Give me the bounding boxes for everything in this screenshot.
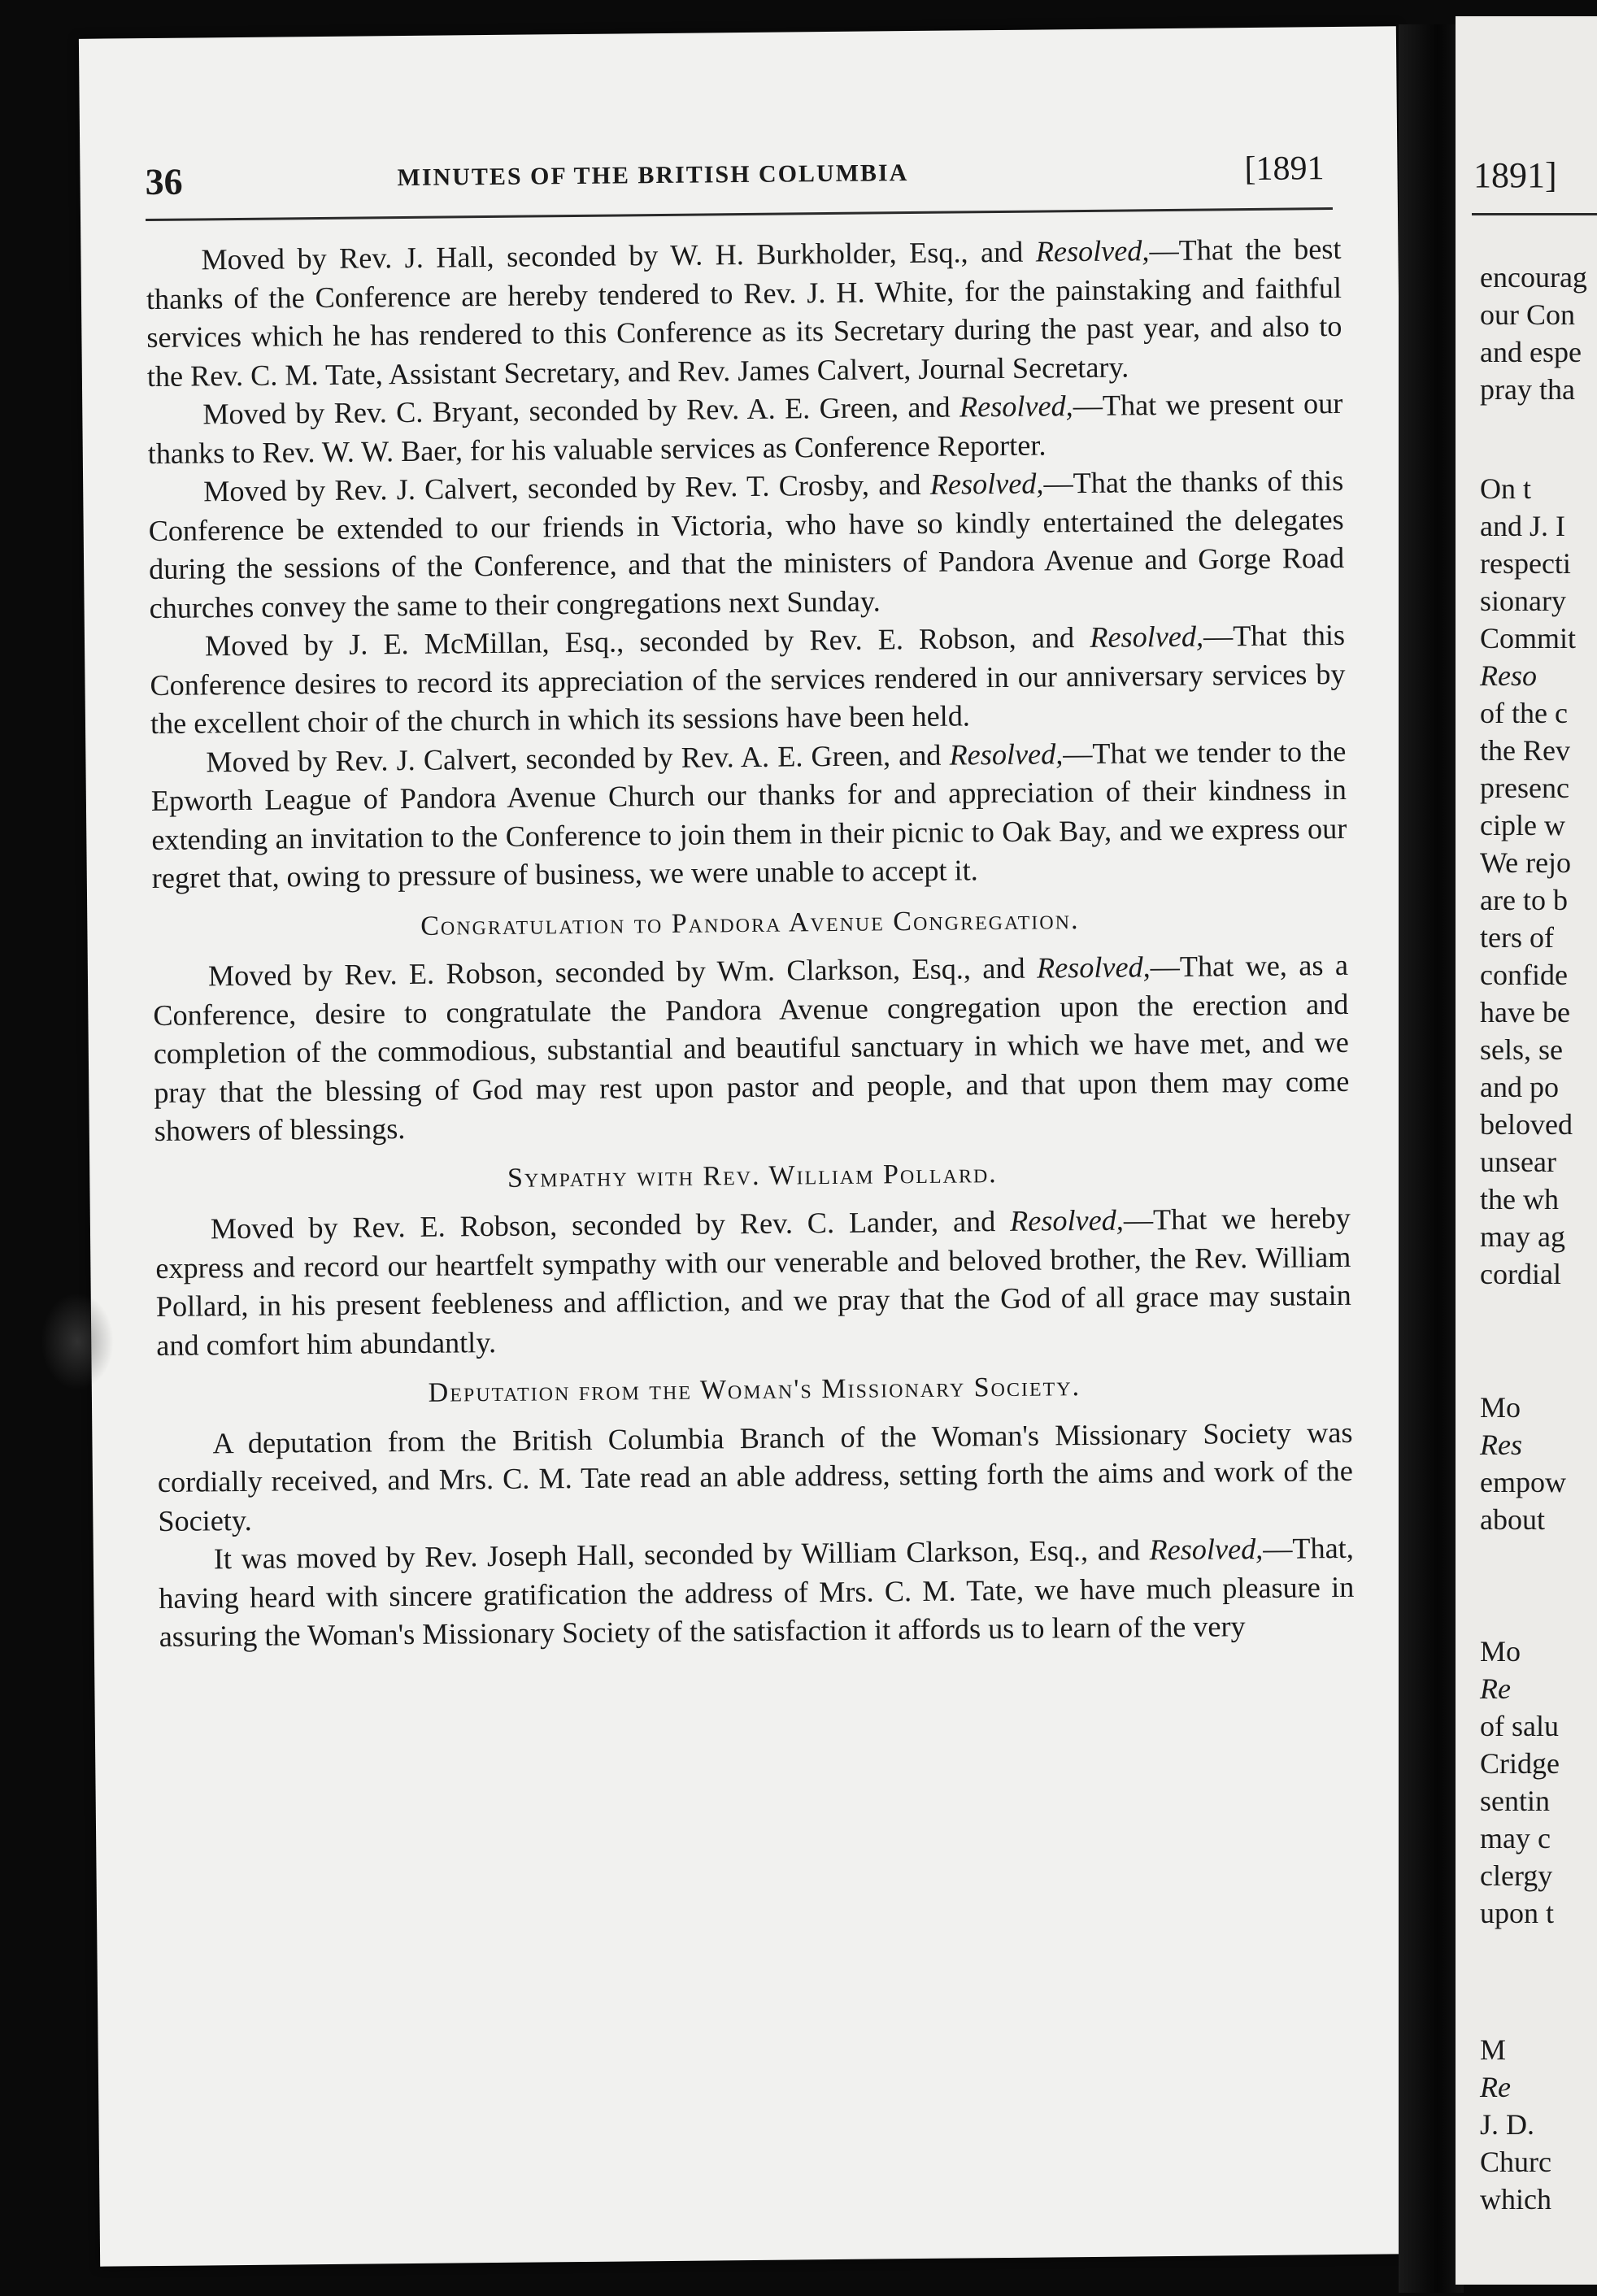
left-page — [79, 26, 1417, 2266]
minutes-paragraph — [150, 732, 1347, 898]
resolved-label: Resolved, — [1009, 1203, 1125, 1237]
right-page-line-fragment: the Rev — [1480, 734, 1570, 767]
right-page-line-fragment: and J. I — [1480, 510, 1565, 542]
minutes-paragraph — [153, 946, 1350, 1151]
right-page-line-fragment: Mo — [1480, 1635, 1521, 1668]
running-year: [1891 — [1244, 150, 1325, 189]
right-running-year: 1891] — [1473, 155, 1557, 195]
right-page-line-fragment: Re — [1480, 1672, 1511, 1705]
minutes-paragraph — [157, 1413, 1353, 1541]
right-page-line-fragment: cordial — [1480, 1258, 1561, 1290]
right-page-line-fragment: unsear — [1480, 1146, 1556, 1178]
right-page-line-fragment: the wh — [1480, 1183, 1559, 1215]
resolved-label: Resolved, — [1149, 1532, 1264, 1567]
resolution-text: —That, having heard with sincere gratification the address of Mrs. C. M. Tate, we have much pleasure in assuring the Woman's Missionary Society of the satisfaction it affords us to learn of the very — [159, 1531, 1355, 1653]
right-page-line-fragment: sentin — [1480, 1785, 1550, 1817]
right-page-line-fragment: Cridge — [1480, 1747, 1560, 1780]
right-page-line-fragment: may c — [1480, 1822, 1551, 1855]
resolution-text: —That we tender to the Epworth League of Pandora Avenue Church our thanks for and appreciation of their kindness in extending an invitation to the Conference to join them in their picnic to Oak Bay, and we express our regret that, owing to pressure of business, we were unable to accept it. — [150, 734, 1347, 895]
right-page-line-fragment: empow — [1480, 1466, 1566, 1498]
motion-text: Moved by Rev. J. Calvert, seconded by Rev. A. E. Green, and — [206, 738, 942, 778]
minutes-paragraph — [147, 385, 1343, 473]
resolution-text: —That we present our thanks to Rev. W. W. Baer, for his valuable services as Conference Reporter. — [147, 386, 1343, 470]
right-page-line-fragment: J. D. — [1480, 2108, 1535, 2141]
right-page-line-fragment: about — [1480, 1503, 1545, 1536]
right-page-line-fragment: of the c — [1480, 697, 1568, 729]
right-page-line-fragment: confide — [1480, 959, 1568, 991]
right-page — [1456, 16, 1597, 2285]
section-heading: Deputation from the Woman's Missionary Society. — [428, 1372, 1081, 1408]
right-page-line-fragment: respecti — [1480, 547, 1571, 580]
section-heading: Sympathy with Rev. William Pollard. — [507, 1158, 998, 1194]
right-page-line-fragment: may ag — [1480, 1220, 1565, 1253]
resolved-label: Resolved, — [959, 389, 1073, 424]
resolution-text: —That we, as a Conference, desire to congratulate the Pandora Avenue congregation upon the erection and completion of the commodious, substantial and beautiful sanctuary in which we have met, and we pray that the blessing of God may rest upon pastor and people, and that upon them may come showers of blessings. — [153, 948, 1350, 1148]
header-rule — [146, 207, 1333, 221]
right-page-line-fragment: are to b — [1480, 884, 1568, 916]
resolved-label: Resolved, — [949, 737, 1064, 772]
minutes-paragraph — [155, 1199, 1352, 1365]
right-page-line-fragment: presenc — [1480, 772, 1569, 804]
body-text — [146, 230, 1355, 1657]
right-page-line-fragment: sionary — [1480, 585, 1566, 617]
page-number: 36 — [145, 160, 183, 203]
right-page-line-fragment: M — [1480, 2033, 1507, 2066]
right-page-line-fragment: Res — [1480, 1428, 1522, 1461]
resolution-text: —That the thanks of this Conference be extended to our friends in Victoria, who have so kindly entertained the delegates during the sessions of the Conference, and that the ministers of Pandora Avenue and Gorge Road churches convey the same to their congregations next Sunday. — [148, 463, 1345, 624]
running-head — [145, 149, 1341, 209]
motion-text: Moved by Rev. J. Calvert, seconded by Rev. T. Crosby, and — [203, 467, 921, 508]
right-page-line-fragment: On t — [1480, 472, 1531, 505]
motion-text: Moved by J. E. McMillan, Esq., seconded by Rev. E. Robson, and — [204, 621, 1075, 663]
right-page-line-fragment: encourag — [1480, 261, 1587, 294]
right-page-line-fragment: ters of — [1480, 921, 1554, 954]
right-page-line-fragment: pray tha — [1480, 373, 1575, 406]
motion-text: Moved by Rev. C. Bryant, seconded by Rev. A. E. Green, and — [202, 390, 951, 431]
page-smudge — [41, 1293, 114, 1390]
minutes-paragraph — [159, 1529, 1355, 1657]
resolution-text: —That this Conference desires to record its appreciation of the services rendered in our anniversary services by the excellent choir of the church in which its sessions have been held. — [150, 618, 1346, 741]
right-page-line-fragment: and po — [1480, 1071, 1559, 1103]
right-page-line-fragment: Mo — [1480, 1391, 1521, 1424]
right-page-line-fragment: Commit — [1480, 622, 1577, 654]
resolved-label: Resolved, — [929, 467, 1044, 501]
resolution-text: —That the best thanks of the Conference are hereby tendered to Rev. J. H. White, for the painstaking and faithful services which he has rendered to this Conference as its Secretary during the past year, and also to the Rev. C. M. Tate, Assistant Secretary, and Rev. James Calvert, Journal Secretary. — [146, 232, 1342, 393]
motion-text: It was moved by Rev. Joseph Hall, seconded by William Clarkson, Esq., and — [213, 1533, 1141, 1576]
section-heading: Congratulation to Pandora Avenue Congregation. — [420, 904, 1080, 941]
right-page-line-fragment: beloved — [1480, 1108, 1573, 1141]
right-page-line-fragment: our Con — [1480, 298, 1575, 331]
right-page-line-fragment: which — [1480, 2183, 1551, 2216]
right-page-line-fragment: of salu — [1480, 1710, 1559, 1742]
right-page-line-fragment: clergy — [1480, 1859, 1553, 1892]
motion-text: Moved by Rev. E. Robson, seconded by Rev. C. Lander, and — [210, 1205, 996, 1246]
minutes-paragraph — [148, 462, 1345, 628]
minutes-paragraph — [150, 616, 1346, 744]
resolution-text: —That we hereby express and record our heartfelt sympathy with our venerable and beloved brother, the Rev. William Pollard, in his present feebleness and affliction, and we pray that the God of all grace may sustain and comfort him abundantly. — [155, 1201, 1351, 1362]
resolved-label: Resolved, — [1090, 620, 1204, 654]
right-page-line-fragment: upon t — [1480, 1897, 1555, 1929]
right-page-line-fragment: Churc — [1480, 2146, 1551, 2178]
right-page-line-fragment: Re — [1480, 2071, 1511, 2103]
right-page-line-fragment: Reso — [1480, 659, 1537, 692]
right-page-line-fragment: and espe — [1480, 336, 1582, 368]
resolved-label: Resolved, — [1036, 950, 1151, 985]
minutes-paragraph — [146, 230, 1342, 396]
motion-text: Moved by Rev. J. Hall, seconded by W. H. Burkholder, Esq., and — [201, 235, 1024, 276]
motion-text: Moved by Rev. E. Robson, seconded by Wm. Clarkson, Esq., and — [207, 951, 1025, 993]
book-gutter — [1399, 24, 1464, 2293]
running-title: MINUTES OF THE BRITISH COLUMBIA — [397, 159, 909, 192]
right-header-rule — [1472, 213, 1597, 215]
right-page-line-fragment: have be — [1480, 996, 1570, 1028]
right-page-line-fragment: sels, se — [1480, 1033, 1563, 1066]
resolved-label: Resolved, — [1035, 234, 1150, 268]
right-page-line-fragment: We rejo — [1480, 846, 1572, 879]
motion-text: A deputation from the British Columbia Branch of the Woman's Missionary Society was cordially received, and Mrs. C. M. Tate read an able address, setting forth the aims and work of the Society. — [157, 1415, 1354, 1537]
right-page-line-fragment: ciple w — [1480, 809, 1565, 841]
